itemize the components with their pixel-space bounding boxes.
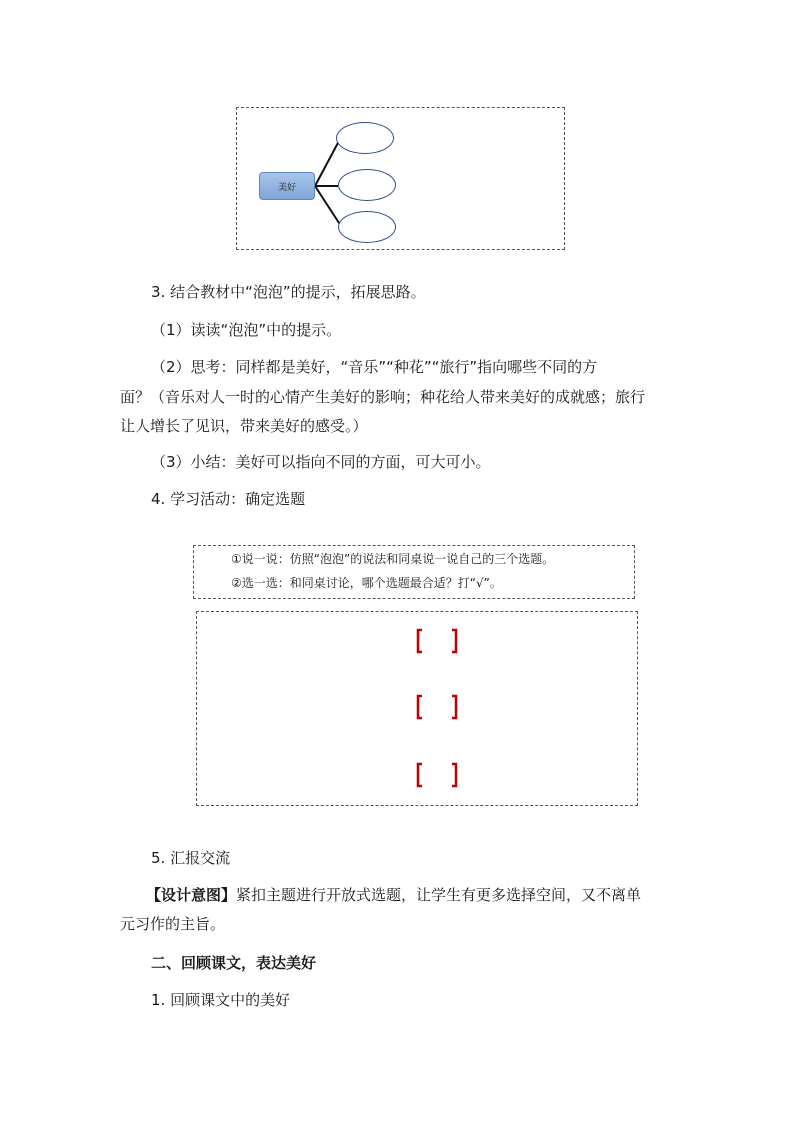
connector-top: [315, 139, 340, 186]
step3-1-text: （1）读读“泡泡”中的提示。: [151, 321, 342, 339]
mindmap-bubble-2: [338, 169, 396, 201]
design-intent-line2: 元习作的主旨。: [120, 915, 226, 933]
section-2-step1: 1. 回顾课文中的美好: [151, 991, 291, 1009]
design-intent-text: 紧扣主题进行开放式选题，让学生有更多选择空间，又不离单: [236, 886, 642, 904]
section-2-heading: 二、回顾课文，表达美好: [151, 954, 317, 972]
mindmap-center-label: 美好: [277, 182, 296, 193]
step3-2-line3: 让人增长了见识，带来美好的感受。）: [120, 417, 368, 435]
step3-text: 3. 结合教材中“泡泡”的提示，拓展思路。: [151, 283, 426, 301]
connector-bottom: [315, 186, 341, 226]
step3-2-line2: 面？（音乐对人一时的心情产生美好的影响；种花给人带来美好的成就感；旅行: [120, 388, 646, 406]
design-intent-label: 【设计意图】: [146, 886, 237, 904]
checkbox-bracket-1[interactable]: [415, 628, 459, 654]
mindmap-bubble-3: [338, 211, 396, 243]
activity-task-1: ①说一说：仿照“泡泡”的说法和同桌说一说自己的三个选题。: [231, 552, 555, 566]
step3-3-text: （3）小结：美好可以指向不同的方面，可大可小。: [151, 453, 491, 471]
checkbox-bracket-3[interactable]: [415, 762, 459, 788]
design-intent-line1: [146, 885, 641, 905]
mindmap-bubble-1: [336, 122, 394, 154]
step3-2-line1: （2）思考：同样都是美好，“音乐”“种花”“旅行”指向哪些不同的方: [151, 358, 598, 376]
checkbox-bracket-2[interactable]: [415, 694, 459, 720]
mindmap-connectors: [0, 0, 794, 300]
activity-task-2: ②选一选：和同桌讨论，哪个选题最合适？打“√”。: [231, 576, 502, 590]
mindmap-center-node: [259, 172, 315, 200]
step4-text: 4. 学习活动：确定选题: [151, 490, 306, 508]
step5-text: 5. 汇报交流: [151, 849, 231, 867]
